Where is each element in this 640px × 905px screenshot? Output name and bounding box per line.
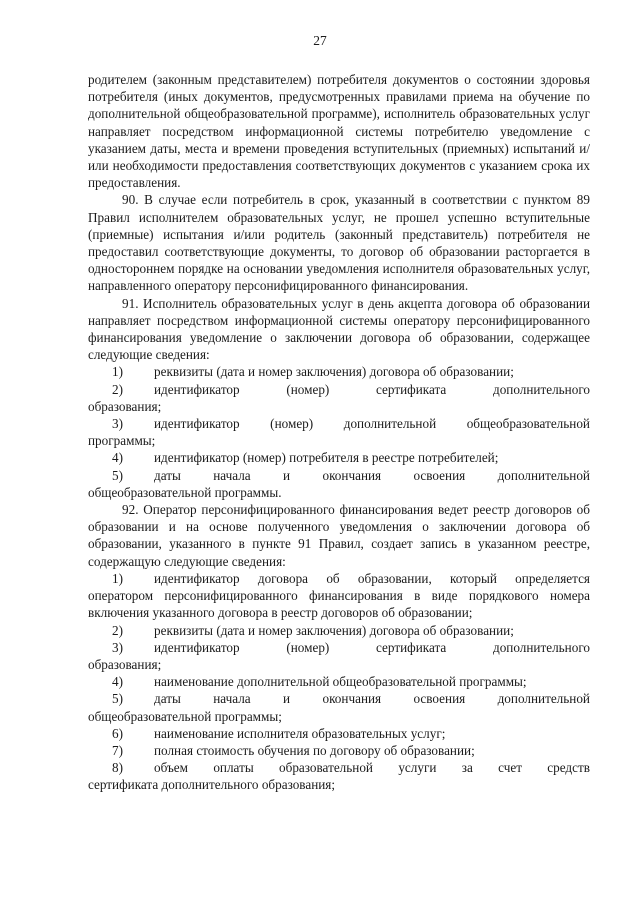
document-body (88, 71, 590, 794)
list-item-text: идентификатор (номер) сертификата дополнительного (154, 381, 590, 397)
list-item-continuation: общеобразовательной программы; (88, 708, 282, 724)
list-item-text: идентификатор (номер) сертификата дополнительного (154, 639, 590, 655)
list-item-number: 8) (112, 760, 123, 776)
list-item (88, 570, 590, 622)
list-item-continuation: оператором персонифицированного финансирования в виде порядкового номера включения указанного договора в реестр договоров об образовании; (88, 588, 590, 621)
list-item-number: 1) (112, 364, 123, 380)
paragraph: 92. Оператор персонифицированного финансирования ведет реестр договоров об образовании и на основе полученного уведомления о заключении договора об образовании, указанного в пункте 91 Правил, создает запись в указанном реестре, содержащую следующие сведения: (88, 502, 590, 569)
list-item (88, 622, 590, 639)
list-item-number: 3) (112, 639, 123, 655)
list-item-number: 5) (112, 691, 123, 707)
list-item (88, 742, 590, 759)
list-item (88, 381, 590, 415)
list-item (88, 639, 590, 673)
list-item (88, 415, 590, 449)
list-item-text: идентификатор договора об образовании, который определяется (154, 570, 590, 586)
list-item-text: даты начала и окончания освоения дополнительной (154, 691, 590, 707)
list-item-text: реквизиты (дата и номер заключения) договора об образовании; (154, 364, 514, 380)
list-item-text: наименование исполнителя образовательных услуг; (154, 725, 446, 741)
list-item-number: 4) (112, 674, 123, 690)
paragraph: 91. Исполнитель образовательных услуг в день акцепта договора об образовании направляет посредством информационной системы оператору персонифицированного финансирования уведомление о заключении договора об образовании, содержащее следующие сведения: (88, 295, 590, 363)
paragraph: родителем (законным представителем) потребителя документов о состоянии здоровья потребителя (иных документов, предусмотренных правилами приема на обучение по дополнительной общеобразовательной программе), исполнитель образовательных услуг направляет посредством информационной системы потребителю уведомление с указанием даты, места и времени проведения вступительных (приемных) испытаний и/или необходимости предоставления соответствующих документов с указанием срока их предоставления. (88, 72, 590, 191)
list-item-number: 2) (112, 622, 123, 638)
list-item-continuation: программы; (88, 433, 156, 449)
list-item-number: 6) (112, 725, 123, 741)
list-item (88, 759, 590, 793)
list-item (88, 467, 590, 501)
list-item-text: идентификатор (номер) дополнительной общеобразовательной (154, 416, 590, 432)
list-item (88, 673, 590, 690)
list-item-text: объем оплаты образовательной услуги за счет средств (154, 760, 590, 776)
list-item-text: полная стоимость обучения по договору об образовании; (154, 742, 475, 758)
list-item-text: наименование дополнительной общеобразовательной программы; (154, 674, 527, 690)
list-item (88, 690, 590, 724)
list-item-text: идентификатор (номер) потребителя в реестре потребителей; (154, 450, 499, 466)
list-item-continuation: сертификата дополнительного образования; (88, 777, 336, 793)
list-item-text: реквизиты (дата и номер заключения) договора об образовании; (154, 622, 514, 638)
list-item-number: 5) (112, 467, 123, 483)
list-item-number: 2) (112, 381, 123, 397)
list-item (88, 725, 590, 742)
page-number: 27 (313, 33, 327, 48)
list-item-text: даты начала и окончания освоения дополнительной (154, 467, 590, 483)
paragraph: 90. В случае если потребитель в срок, указанный в соответствии с пунктом 89 Правил исполнителем образовательных услуг, не прошел успешно вступительные (приемные) испытания и/или родитель (законный представитель) потребителя не предоставил соответствующие документы, то договор об образовании расторгается в одностороннем порядке на основании уведомления исполнителя образовательных услуг, направленного оператору персонифицированного финансирования. (88, 192, 590, 294)
list-item (88, 363, 590, 380)
list-item-number: 1) (112, 570, 123, 586)
list-item-continuation: общеобразовательной программы. (88, 484, 282, 500)
list-item-continuation: образования; (88, 398, 162, 414)
list-item-continuation: образования; (88, 656, 162, 672)
list-item (88, 449, 590, 466)
list-item-number: 3) (112, 416, 123, 432)
list-item-number: 7) (112, 742, 123, 758)
list-item-number: 4) (112, 450, 123, 466)
